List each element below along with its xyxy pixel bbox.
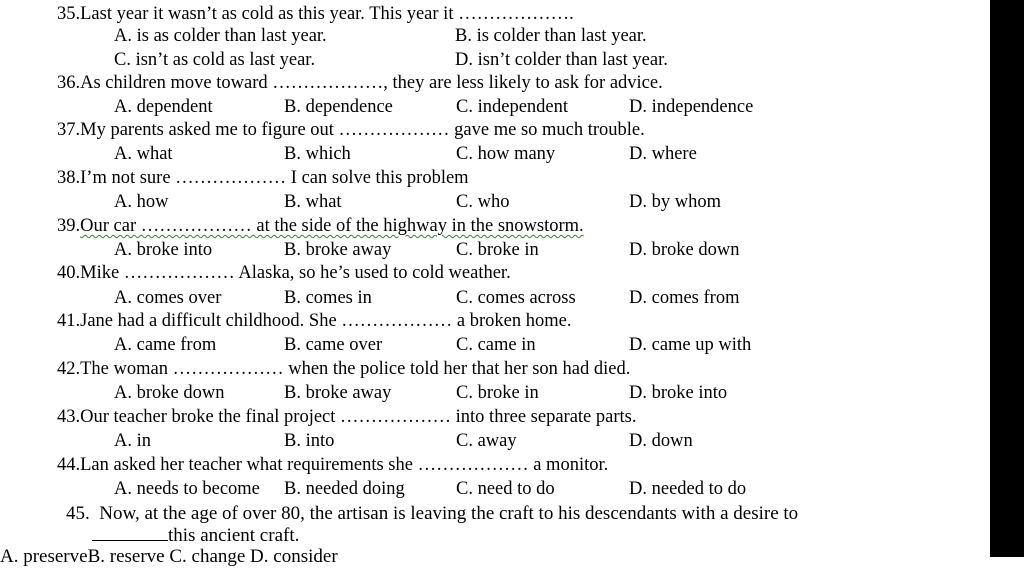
option-35-b: B. is colder than last year. [455, 26, 647, 46]
question-text: Lan asked her teacher what requirements she ……………… a monitor. [80, 455, 609, 475]
option-42-c: C. broke in [456, 383, 539, 403]
option-36-c: C. independent [456, 97, 569, 117]
option-37-c: C. how many [456, 144, 556, 164]
question-text: this ancient craft. [168, 525, 300, 546]
question-text: Mike ……………… Alaska, so he’s used to cold weather. [80, 263, 511, 283]
question-36-stem [57, 72, 663, 94]
question-35-stem [57, 3, 574, 25]
option-38-c: C. who [456, 192, 510, 212]
option-43-b: B. into [284, 431, 335, 451]
option-35-a: A. is as colder than last year. [114, 26, 327, 46]
question-40-stem [57, 262, 511, 284]
option-36-a: A. dependent [114, 97, 213, 117]
question-number: 36. [57, 73, 81, 93]
option-42-b: B. broke away [284, 383, 392, 403]
question-number: 44. [57, 455, 81, 475]
option-40-b: B. comes in [284, 288, 372, 308]
question-43-stem [57, 406, 636, 428]
option-35-d: D. isn’t colder than last year. [455, 50, 668, 70]
option-42-d: D. broke into [629, 383, 728, 403]
option-44-c: C. need to do [456, 479, 555, 499]
question-42-stem [57, 358, 630, 380]
question-text: Our car ……………… at the side of the highway in the snowstorm. [80, 216, 584, 236]
option-37-d: D. where [629, 144, 697, 164]
question-37-stem [57, 119, 645, 141]
question-45-line2 [92, 525, 299, 547]
option-39-a: A. broke into [114, 240, 213, 260]
option-37-b: B. which [284, 144, 351, 164]
question-text: The woman ……………… when the police told her that her son had died. [80, 359, 631, 379]
right-edge-bar [990, 0, 1024, 557]
question-41-stem [57, 310, 571, 332]
option-39-b: B. broke away [284, 240, 392, 260]
question-text: I’m not sure ……………… I can solve this problem [80, 168, 469, 188]
option-36-b: B. dependence [284, 97, 393, 117]
option-36-d: D. independence [629, 97, 754, 117]
question-38-stem [57, 167, 469, 189]
question-number: 43. [57, 407, 81, 427]
option-39-c: C. broke in [456, 240, 539, 260]
question-text: Now, at the age of over 80, the artisan is leaving the craft to his descendants with a desire to [99, 503, 799, 524]
option-43-c: C. away [456, 431, 517, 451]
option-38-d: D. by whom [629, 192, 721, 212]
option-44-b: B. needed doing [284, 479, 405, 499]
option-38-a: A. how [114, 192, 169, 212]
question-number: 40. [57, 263, 81, 283]
option-43-d: D. down [629, 431, 693, 451]
question-text: Last year it wasn’t as cold as this year. This year it ………………. [80, 4, 574, 24]
option-41-b: B. came over [284, 335, 383, 355]
question-39-stem [57, 215, 584, 237]
question-number: 45. [66, 503, 90, 524]
question-number: 39. [57, 216, 81, 236]
cut-off-options-line: A. preserveB. reserve C. change D. consider [0, 546, 338, 567]
question-number: 42. [57, 359, 81, 379]
option-40-c: C. comes across [456, 288, 576, 308]
option-40-a: A. comes over [114, 288, 222, 308]
option-41-d: D. came up with [629, 335, 752, 355]
question-44-stem [57, 454, 608, 476]
option-42-a: A. broke down [114, 383, 225, 403]
question-number: 41. [57, 311, 81, 331]
question-number: 38. [57, 168, 81, 188]
question-45-line1 [66, 503, 798, 525]
option-38-b: B. what [284, 192, 342, 212]
answer-blank [92, 526, 168, 541]
question-number: 37. [57, 120, 81, 140]
option-35-c: C. isn’t as cold as last year. [114, 50, 316, 70]
option-43-a: A. in [114, 431, 151, 451]
option-39-d: D. broke down [629, 240, 740, 260]
option-44-a: A. needs to become [114, 479, 260, 499]
option-41-c: C. came in [456, 335, 536, 355]
question-text: Our teacher broke the final project ……………… into three separate parts. [80, 407, 637, 427]
option-40-d: D. comes from [629, 288, 740, 308]
question-text: As children move toward ………………, they are less likely to ask for advice. [80, 73, 663, 93]
option-44-d: D. needed to do [629, 479, 747, 499]
option-41-a: A. came from [114, 335, 217, 355]
option-37-a: A. what [114, 144, 173, 164]
question-number: 35. [57, 4, 81, 24]
question-text: My parents asked me to figure out ……………… gave me so much trouble. [80, 120, 645, 140]
question-text: Jane had a difficult childhood. She ……………… a broken home. [80, 311, 572, 331]
